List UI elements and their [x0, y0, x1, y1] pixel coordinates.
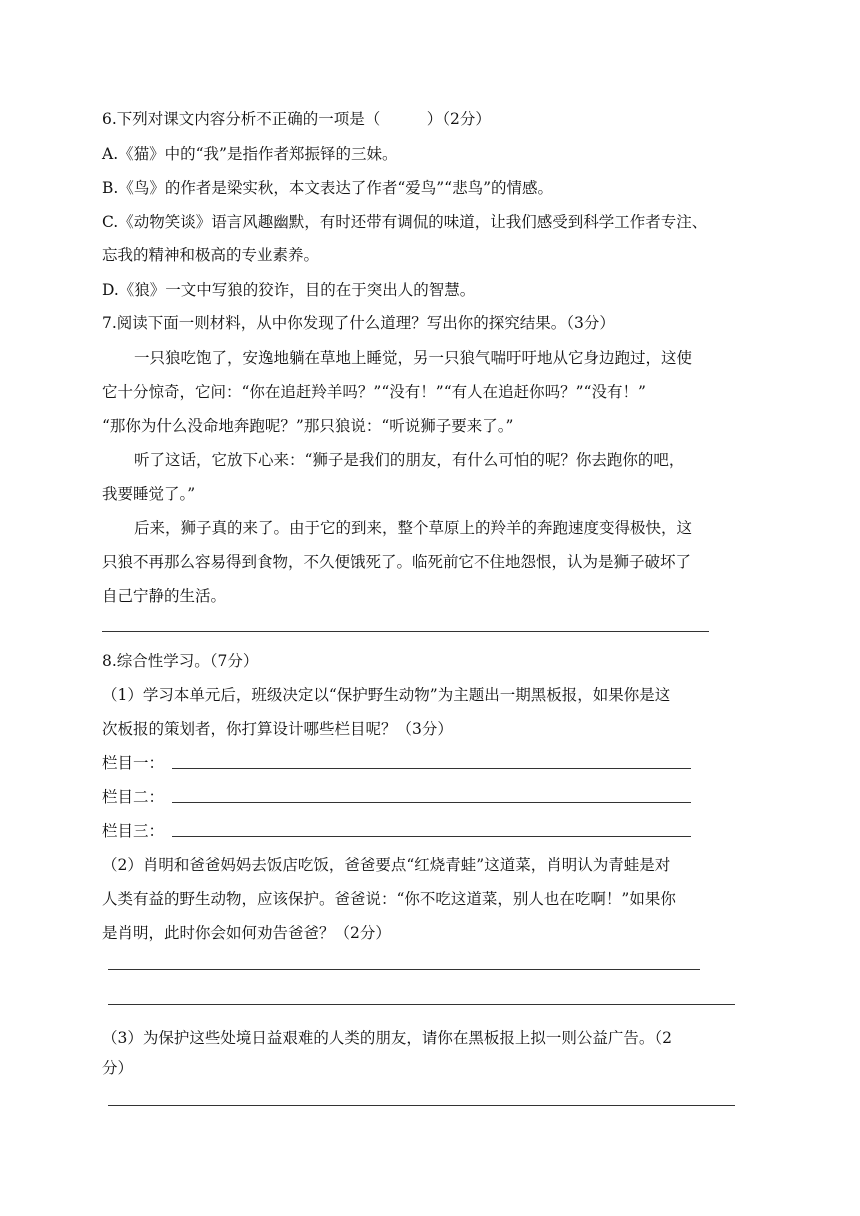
q7-passage-line: 我要睡觉了。”	[102, 485, 196, 503]
q7-passage-line: 它十分惊奇，它问：“你在追赶羚羊吗？”“没有！”“有人在追赶你吗？”“没有！”	[102, 383, 646, 401]
q8-part3-answer-line[interactable]	[108, 1105, 735, 1106]
column-two-label: 栏目二：	[102, 788, 165, 806]
q6-stem: 6.下列对课文内容分析不正确的一项是（ ）（2分）	[102, 110, 491, 128]
q7-stem: 7.阅读下面一则材料，从中你发现了什么道理？写出你的探究结果。（3分）	[102, 314, 615, 332]
q8-part1-line2: 次板报的策划者，你打算设计哪些栏目呢？（3分）	[102, 720, 453, 738]
column-one-label: 栏目一：	[102, 754, 165, 772]
q8-part2-line2: 人类有益的野生动物，应该保护。爸爸说：“你不吃这道菜，别人也在吃啊！”如果你	[102, 890, 676, 908]
column-two-answer-line[interactable]	[172, 802, 691, 803]
q7-passage-line: 自己宁静的生活。	[102, 587, 227, 605]
q6-option-c-line2: 忘我的精神和极高的专业素养。	[102, 246, 320, 264]
q7-answer-line[interactable]	[102, 631, 709, 632]
q7-passage-line: 听了这话，它放下心来：“狮子是我们的朋友，有什么可怕的呢？你去跑你的吧，	[134, 451, 685, 469]
q8-part2-line3: 是肖明，此时你会如何劝告爸爸？（2分）	[102, 924, 391, 942]
q6-option-a: A.《猫》中的“我”是指作者郑振铎的三妹。	[102, 145, 398, 163]
q7-passage-line: 只狼不再那么容易得到食物，不久便饿死了。临死前它不住地怨恨，认为是狮子破坏了	[102, 553, 692, 571]
q6-option-d: D.《狼》一文中写狼的狡诈，目的在于突出人的智慧。	[102, 281, 476, 299]
q8-part3-line2: 分）	[102, 1059, 134, 1077]
q8-part2-answer-line[interactable]	[108, 1004, 735, 1005]
q7-passage-line: 一只狼吃饱了，安逸地躺在草地上睡觉，另一只狼气喘吁吁地从它身边跑过，这使	[134, 349, 693, 367]
column-three-label: 栏目三：	[102, 822, 165, 840]
q8-part2-answer-line[interactable]	[108, 969, 700, 970]
q8-part1-line1: （1）学习本单元后，班级决定以“保护野生动物”为主题出一期黑板报，如果你是这	[102, 686, 671, 704]
q8-stem: 8.综合性学习。（7分）	[102, 652, 259, 670]
q6-option-b: B.《鸟》的作者是梁实秋，本文表达了作者“爱鸟”“悲鸟”的情感。	[102, 179, 554, 197]
column-one-answer-line[interactable]	[172, 768, 691, 769]
q7-passage-line: 后来，狮子真的来了。由于它的到来，整个草原上的羚羊的奔跑速度变得极快，这	[134, 519, 693, 537]
q7-passage-line: “那你为什么没命地奔跑呢？”那只狼说：“听说狮子要来了。”	[102, 417, 514, 435]
q6-option-c-line1: C.《动物笑谈》语言风趣幽默，有时还带有调侃的味道，让我们感受到科学工作者专注、	[102, 213, 708, 231]
column-three-answer-line[interactable]	[172, 836, 691, 837]
q8-part3-line1: （3）为保护这些处境日益艰难的人类的朋友，请你在黑板报上拟一则公益广告。（2	[102, 1029, 672, 1047]
q8-part2-line1: （2）肖明和爸爸妈妈去饭店吃饭，爸爸要点“红烧青蛙”这道菜，肖明认为青蛙是对	[102, 856, 671, 874]
